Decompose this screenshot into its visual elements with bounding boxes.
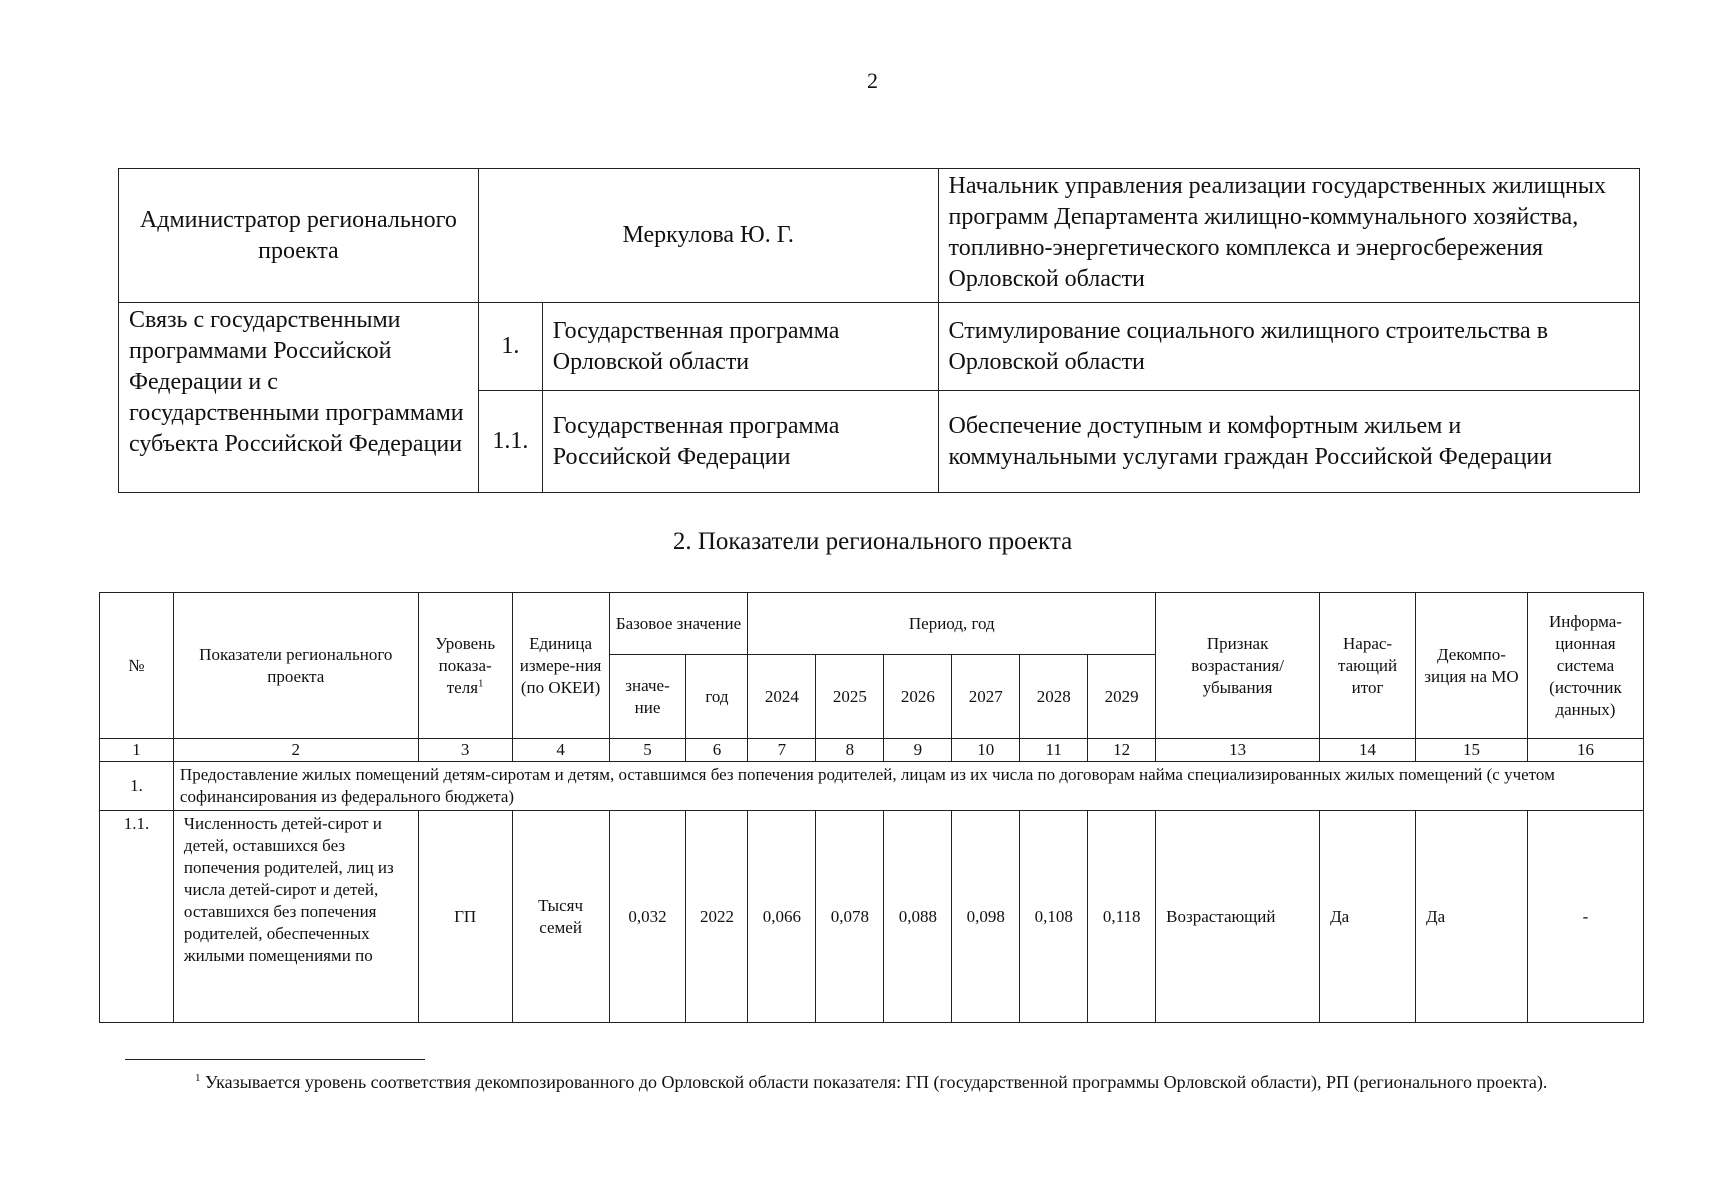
header-year: 2027 (952, 655, 1020, 739)
section-name: Предоставление жилых помещений детям-сиротам и детям, оставшимся без попечения родителей, лицам из их числа по договорам найма специализированных жилых помещений (с учетом софинансирования из федерального бюджета) (173, 762, 1643, 811)
program-number: 1. (478, 303, 542, 391)
footnote-divider (125, 1059, 425, 1060)
header-year: 2028 (1020, 655, 1088, 739)
column-numbers-row (100, 739, 1644, 762)
indicators-table (99, 592, 1644, 1023)
year-value: 0,066 (748, 811, 816, 1023)
header-period: Период, год (748, 593, 1156, 655)
admin-position: Начальник управления реализации государственных жилищных программ Департамента жилищно-коммунального хозяйства, топливно-энергетического комплекса и энергосбережения Орловской области (938, 169, 1639, 303)
footnote-mark: 1 (195, 1072, 201, 1084)
header-decomposition: Декомпо-зиция на МО (1416, 593, 1528, 739)
program-type: Государственная программа Российской Федерации (542, 391, 938, 493)
indicator-level: ГП (418, 811, 512, 1023)
header-cumulative: Нарас-тающий итог (1320, 593, 1416, 739)
column-number: 14 (1320, 739, 1416, 762)
row-number: 1.1. (100, 811, 174, 1023)
header-unit: Единица измере-ния (по ОКЕИ) (512, 593, 609, 739)
column-number: 16 (1527, 739, 1643, 762)
page-number: 2 (867, 68, 878, 93)
header-info-system: Информа-ционная система (источник данных) (1527, 593, 1643, 739)
header-base-value: значе-ние (609, 655, 686, 739)
header-level: Уровень показа-теля$^1$ (418, 593, 512, 739)
header-trend: Признак возрастания/ убывания (1156, 593, 1320, 739)
header-year: 2025 (816, 655, 884, 739)
table-row (100, 811, 1644, 1023)
column-number: 11 (1020, 739, 1088, 762)
column-number: 8 (816, 739, 884, 762)
base-value: 0,032 (609, 811, 686, 1023)
base-year: 2022 (686, 811, 748, 1023)
header-year: 2024 (748, 655, 816, 739)
header-year: 2026 (884, 655, 952, 739)
column-number: 15 (1416, 739, 1528, 762)
admin-label: Администратор регионального проекта (119, 169, 479, 303)
column-number: 2 (173, 739, 418, 762)
indicator-unit: Тысяч семей (512, 811, 609, 1023)
column-number: 6 (686, 739, 748, 762)
header-year: 2029 (1088, 655, 1156, 739)
year-value: 0,108 (1020, 811, 1088, 1023)
header-num: № (100, 593, 174, 739)
column-number: 9 (884, 739, 952, 762)
year-value: 0,118 (1088, 811, 1156, 1023)
column-number: 10 (952, 739, 1020, 762)
column-number: 7 (748, 739, 816, 762)
column-number: 13 (1156, 739, 1320, 762)
year-value: 0,078 (816, 811, 884, 1023)
footnote-text: Указывается уровень соответствия декомпозированного до Орловской области показателя: ГП (государственной программы Орловской области), РП (регионального проекта). (205, 1072, 1548, 1092)
column-number: 1 (100, 739, 174, 762)
header-name: Показатели регионального проекта (173, 593, 418, 739)
project-info-table (118, 168, 1640, 493)
info-system: - (1527, 811, 1643, 1023)
column-number: 5 (609, 739, 686, 762)
section-row (100, 762, 1644, 811)
program-name: Стимулирование социального жилищного строительства в Орловской области (938, 303, 1639, 391)
year-value: 0,098 (952, 811, 1020, 1023)
trend: Возрастающий (1156, 811, 1320, 1023)
column-number: 12 (1088, 739, 1156, 762)
indicator-name: Численность детей-сирот и детей, оставшихся без попечения родителей, лиц из числа детей-сирот и детей, оставшихся без попечения родителей, обеспеченных жилыми помещениями по (173, 811, 418, 1023)
programs-link-label: Связь с государственными программами Российской Федерации и с государственными программами субъекта Российской Федерации (119, 303, 479, 493)
section-number: 1. (100, 762, 174, 811)
header-base-year: год (686, 655, 748, 739)
column-number: 3 (418, 739, 512, 762)
column-number: 4 (512, 739, 609, 762)
header-base: Базовое значение (609, 593, 748, 655)
cumulative: Да (1320, 811, 1416, 1023)
year-value: 0,088 (884, 811, 952, 1023)
admin-name: Меркулова Ю. Г. (478, 169, 938, 303)
footnote (125, 1070, 1625, 1094)
program-type: Государственная программа Орловской области (542, 303, 938, 391)
decomposition: Да (1416, 811, 1528, 1023)
program-name: Обеспечение доступным и комфортным жильем и коммунальными услугами граждан Российской Федерации (938, 391, 1639, 493)
section-title: 2. Показатели регионального проекта (672, 528, 1073, 555)
program-number: 1.1. (478, 391, 542, 493)
